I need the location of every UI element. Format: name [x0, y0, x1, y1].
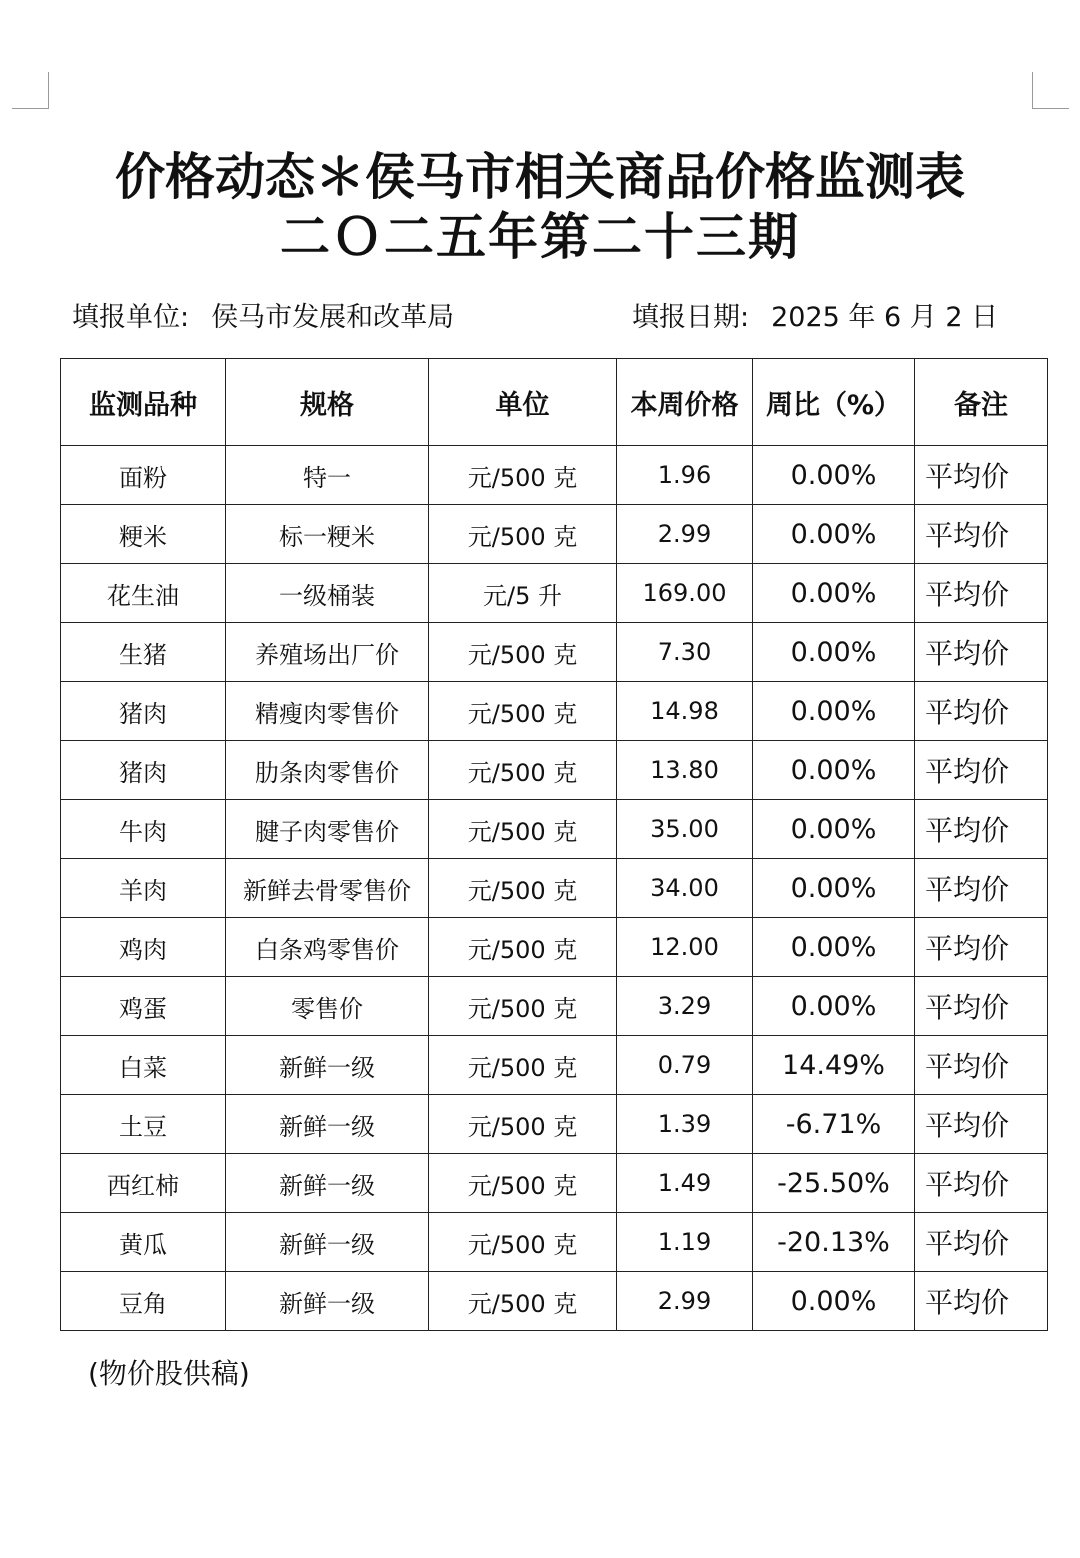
reporting-unit	[72, 298, 454, 338]
cell-note: 平均价	[915, 800, 1048, 859]
header-note: 备注	[915, 359, 1048, 446]
cell-spec: 新鲜一级	[226, 1272, 429, 1331]
cell-note: 平均价	[915, 623, 1048, 682]
cell-item: 猪肉	[61, 682, 226, 741]
page-corner-mark-top-right	[1032, 72, 1069, 109]
cell-change: 0.00%	[753, 446, 915, 505]
cell-price: 1.39	[617, 1095, 753, 1154]
cell-unit: 元/500 克	[429, 859, 617, 918]
cell-change: 0.00%	[753, 800, 915, 859]
cell-change: 0.00%	[753, 623, 915, 682]
cell-unit: 元/500 克	[429, 918, 617, 977]
table-row	[61, 918, 1048, 977]
cell-note: 平均价	[915, 1036, 1048, 1095]
cell-change: 14.49%	[753, 1036, 915, 1095]
cell-change: 0.00%	[753, 505, 915, 564]
cell-spec: 腱子肉零售价	[226, 800, 429, 859]
cell-change: 0.00%	[753, 682, 915, 741]
page-corner-mark-top-left	[12, 72, 49, 109]
cell-unit: 元/500 克	[429, 1095, 617, 1154]
cell-unit: 元/500 克	[429, 1213, 617, 1272]
cell-price: 2.99	[617, 1272, 753, 1331]
cell-item: 花生油	[61, 564, 226, 623]
cell-change: 0.00%	[753, 977, 915, 1036]
table-header-row	[61, 359, 1048, 446]
cell-item: 粳米	[61, 505, 226, 564]
cell-price: 169.00	[617, 564, 753, 623]
cell-item: 牛肉	[61, 800, 226, 859]
cell-change: 0.00%	[753, 918, 915, 977]
cell-unit: 元/500 克	[429, 800, 617, 859]
table-row	[61, 1095, 1048, 1154]
cell-spec: 新鲜一级	[226, 1154, 429, 1213]
cell-item: 黄瓜	[61, 1213, 226, 1272]
cell-change: 0.00%	[753, 859, 915, 918]
cell-spec: 新鲜一级	[226, 1213, 429, 1272]
cell-note: 平均价	[915, 1272, 1048, 1331]
reporting-unit-value: 侯马市发展和改革局	[211, 302, 455, 333]
header-unit: 单位	[429, 359, 617, 446]
cell-spec: 白条鸡零售价	[226, 918, 429, 977]
cell-spec: 特一	[226, 446, 429, 505]
cell-price: 13.80	[617, 741, 753, 800]
cell-item: 生猪	[61, 623, 226, 682]
cell-change: 0.00%	[753, 564, 915, 623]
cell-spec: 标一粳米	[226, 505, 429, 564]
table-row	[61, 1272, 1048, 1331]
cell-item: 西红柿	[61, 1154, 226, 1213]
cell-unit: 元/500 克	[429, 1272, 617, 1331]
header-price: 本周价格	[617, 359, 753, 446]
cell-price: 0.79	[617, 1036, 753, 1095]
cell-change: 0.00%	[753, 741, 915, 800]
table-row	[61, 623, 1048, 682]
cell-change: -20.13%	[753, 1213, 915, 1272]
reporting-date-value: 2025 年 6 月 2 日	[771, 302, 999, 333]
document-issue: 二Ｏ二五年第二十三期	[280, 208, 800, 266]
cell-item: 面粉	[61, 446, 226, 505]
table-row	[61, 682, 1048, 741]
cell-note: 平均价	[915, 564, 1048, 623]
cell-note: 平均价	[915, 918, 1048, 977]
cell-spec: 精瘦肉零售价	[226, 682, 429, 741]
cell-price: 34.00	[617, 859, 753, 918]
header-item: 监测品种	[61, 359, 226, 446]
reporting-unit-label: 填报单位:	[72, 302, 190, 333]
document-title: 价格动态＊侯马市相关商品价格监测表	[115, 148, 965, 206]
cell-note: 平均价	[915, 1154, 1048, 1213]
cell-unit: 元/500 克	[429, 623, 617, 682]
cell-spec: 肋条肉零售价	[226, 741, 429, 800]
cell-note: 平均价	[915, 1213, 1048, 1272]
table-row	[61, 1154, 1048, 1213]
cell-spec: 新鲜去骨零售价	[226, 859, 429, 918]
cell-price: 12.00	[617, 918, 753, 977]
cell-note: 平均价	[915, 505, 1048, 564]
cell-change: -6.71%	[753, 1095, 915, 1154]
cell-unit: 元/500 克	[429, 505, 617, 564]
cell-unit: 元/500 克	[429, 682, 617, 741]
table-row	[61, 505, 1048, 564]
cell-spec: 新鲜一级	[226, 1036, 429, 1095]
table-row	[61, 859, 1048, 918]
cell-price: 2.99	[617, 505, 753, 564]
cell-item: 鸡蛋	[61, 977, 226, 1036]
reporting-date	[632, 298, 998, 338]
cell-price: 1.19	[617, 1213, 753, 1272]
cell-item: 白菜	[61, 1036, 226, 1095]
cell-note: 平均价	[915, 446, 1048, 505]
cell-item: 土豆	[61, 1095, 226, 1154]
cell-unit: 元/500 克	[429, 977, 617, 1036]
cell-price: 35.00	[617, 800, 753, 859]
price-monitoring-table	[60, 358, 1048, 1331]
table-row	[61, 800, 1048, 859]
cell-note: 平均价	[915, 682, 1048, 741]
table-row	[61, 741, 1048, 800]
header-spec: 规格	[226, 359, 429, 446]
cell-spec: 一级桶装	[226, 564, 429, 623]
cell-unit: 元/500 克	[429, 1154, 617, 1213]
cell-price: 1.96	[617, 446, 753, 505]
cell-note: 平均价	[915, 741, 1048, 800]
footer-source: (物价股供稿)	[88, 1357, 250, 1390]
cell-unit: 元/500 克	[429, 446, 617, 505]
cell-price: 14.98	[617, 682, 753, 741]
table-body	[61, 446, 1048, 1331]
cell-change: 0.00%	[753, 1272, 915, 1331]
cell-spec: 零售价	[226, 977, 429, 1036]
cell-unit: 元/500 克	[429, 1036, 617, 1095]
cell-price: 3.29	[617, 977, 753, 1036]
cell-item: 豆角	[61, 1272, 226, 1331]
table-row	[61, 1213, 1048, 1272]
cell-item: 羊肉	[61, 859, 226, 918]
cell-unit: 元/5 升	[429, 564, 617, 623]
cell-spec: 新鲜一级	[226, 1095, 429, 1154]
cell-item: 猪肉	[61, 741, 226, 800]
cell-change: -25.50%	[753, 1154, 915, 1213]
cell-note: 平均价	[915, 977, 1048, 1036]
table-row	[61, 446, 1048, 505]
cell-unit: 元/500 克	[429, 741, 617, 800]
cell-item: 鸡肉	[61, 918, 226, 977]
header-change: 周比（%）	[753, 359, 915, 446]
table-row	[61, 564, 1048, 623]
cell-note: 平均价	[915, 1095, 1048, 1154]
cell-spec: 养殖场出厂价	[226, 623, 429, 682]
cell-note: 平均价	[915, 859, 1048, 918]
table-row	[61, 977, 1048, 1036]
cell-price: 7.30	[617, 623, 753, 682]
table-row	[61, 1036, 1048, 1095]
cell-price: 1.49	[617, 1154, 753, 1213]
reporting-date-label: 填报日期:	[632, 302, 750, 333]
